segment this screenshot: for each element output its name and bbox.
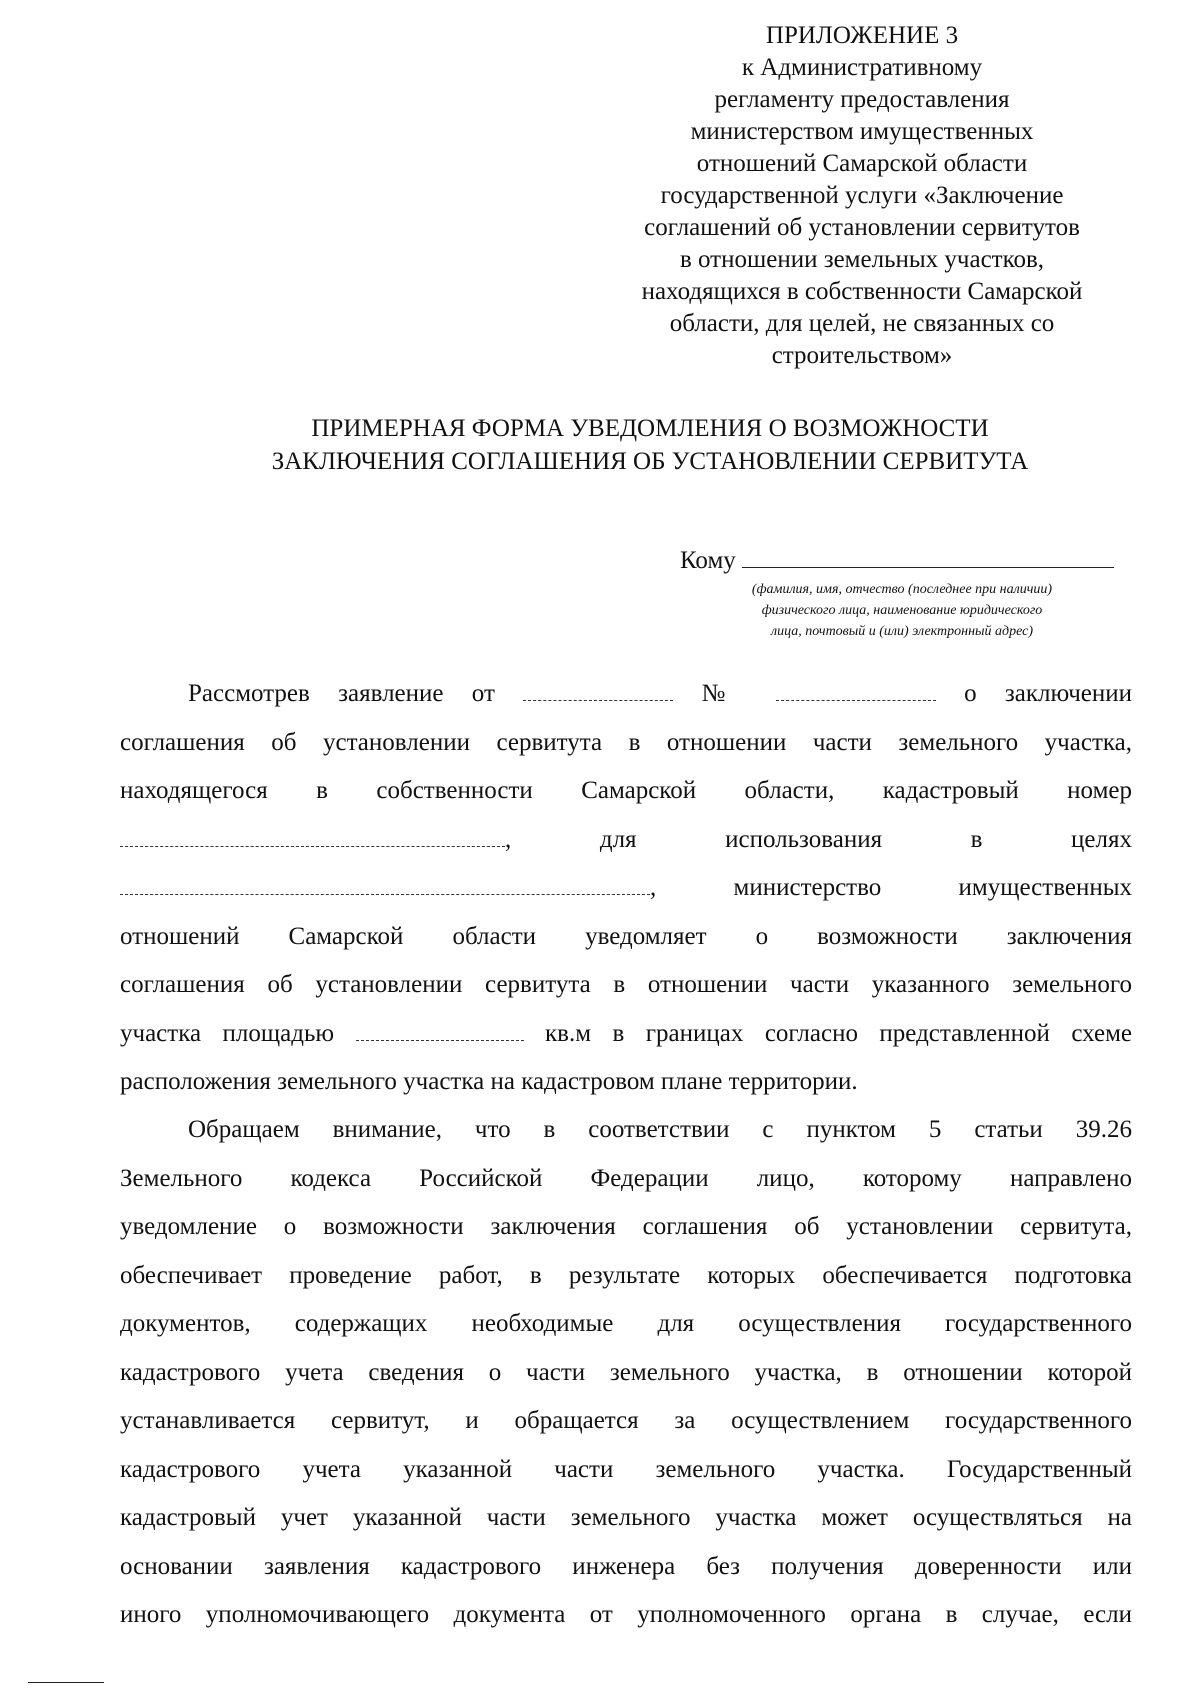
paragraph-notice: [120, 670, 1132, 1107]
appendix-line: строительством»: [771, 342, 953, 369]
appendix-line: к Административному: [741, 54, 983, 81]
paragraph-attention: [120, 1106, 1132, 1640]
paragraph-line: устанавливается сервитут, и обращается за осуществлением государственного: [120, 1407, 1132, 1434]
paragraph-line: Обращаем внимание, что в соответствии с пунктом 5 статьи 39.26: [188, 1116, 1132, 1143]
recipient-label: Кому: [680, 547, 736, 574]
appendix-line: отношений Самарской области: [696, 150, 1028, 177]
text-fragment: ,: [505, 825, 512, 853]
appendix-line: ПРИЛОЖЕНИЕ 3: [765, 22, 959, 49]
paragraph-line: соглашения об установлении сервитута в отношении части земельного участка,: [120, 728, 1132, 756]
appendix-line: области, для целей, не связанных со: [669, 310, 1055, 337]
paragraph-line: [120, 816, 1132, 865]
text-fragment: ,: [650, 874, 657, 901]
text-fragment: Рассмотрев заявление от: [188, 680, 495, 707]
recipient-field[interactable]: [742, 545, 1114, 568]
area-field[interactable]: [356, 1016, 524, 1041]
purpose-wrap: [120, 874, 656, 901]
paragraph-line: находящегося в собственности Самарской области, кадастровый номер: [120, 777, 1132, 804]
paragraph-line: документов, содержащих необходимые для осуществления государственного: [120, 1310, 1132, 1337]
paragraph-line: обеспечивает проведение работ, в результате которых обеспечивается подготовка: [120, 1261, 1132, 1289]
text-fragment: участка площадью: [120, 1019, 335, 1047]
appendix-line: соглашений об установлении сервитутов: [644, 214, 1080, 241]
appendix-line: в отношении земельных участков,: [679, 246, 1045, 273]
appendix-line: регламенту предоставления: [714, 86, 1010, 113]
recipient-hint-line: (фамилия, имя, отчество (последнее при наличии): [751, 582, 1053, 597]
paragraph-line: Земельного кодекса Российской Федерации лицо, которому направлено: [120, 1164, 1132, 1192]
paragraph-line: отношений Самарской области уведомляет о возможности заключения: [120, 922, 1132, 950]
text-fragment: министерство имущественных: [733, 874, 1133, 901]
paragraph-line: расположения земельного участка на кадастровом плане территории.: [120, 1068, 858, 1095]
paragraph-line: уведомление о возможности заключения соглашения об установлении сервитута,: [120, 1213, 1132, 1240]
title-line: ПРИМЕРНАЯ ФОРМА УВЕДОМЛЕНИЯ О ВОЗМОЖНОСТИ: [311, 415, 989, 442]
paragraph-line: [120, 864, 1132, 913]
paragraph-line: основании заявления кадастрового инженера без получения доверенности или: [120, 1552, 1132, 1580]
recipient-row: [680, 545, 1140, 577]
paragraph-line: [120, 1010, 1132, 1059]
purpose-field[interactable]: [120, 870, 650, 895]
text-fragment: №: [701, 680, 748, 707]
recipient-hint: [672, 579, 1132, 642]
appendix-line: государственной услуги «Заключение: [660, 182, 1064, 209]
appendix-header: [592, 20, 1132, 372]
cadastral-number-field[interactable]: [120, 822, 505, 847]
paragraph-line: иного уполномочивающего документа от уполномоченного органа в случае, если: [120, 1601, 1132, 1628]
text-fragment: для использования в целях: [599, 825, 1133, 853]
recipient-block: [680, 545, 1140, 642]
paragraph-line: [120, 670, 1132, 719]
appendix-line: находящихся в собственности Самарской: [641, 278, 1083, 305]
recipient-hint-line: физического лица, наименование юридического: [761, 603, 1043, 618]
text-fragment: кв.м в границах согласно представленной схеме: [545, 1019, 1133, 1047]
paragraph-line: кадастрового учета сведения о части земельного участка, в отношении которой: [120, 1358, 1132, 1386]
cadastral-number-wrap: [120, 826, 511, 853]
application-number-field[interactable]: [776, 676, 936, 701]
footnote-divider: [28, 1682, 104, 1683]
paragraph-line: кадастровый учет указанной части земельного участка может осуществляться на: [120, 1504, 1132, 1531]
text-fragment: о заключении: [964, 680, 1133, 707]
title-line: ЗАКЛЮЧЕНИЯ СОГЛАШЕНИЯ ОБ УСТАНОВЛЕНИИ СЕРВИТУТА: [271, 448, 1029, 475]
recipient-hint-line: лица, почтовый и (или) электронный адрес): [770, 624, 1033, 639]
document-title: [120, 412, 1180, 478]
appendix-line: министерством имущественных: [690, 118, 1034, 145]
paragraph-line: кадастрового учета указанной части земельного участка. Государственный: [120, 1455, 1132, 1483]
paragraph-line: соглашения об установлении сервитута в отношении части указанного земельного: [120, 971, 1132, 998]
application-date-field[interactable]: [523, 676, 673, 701]
